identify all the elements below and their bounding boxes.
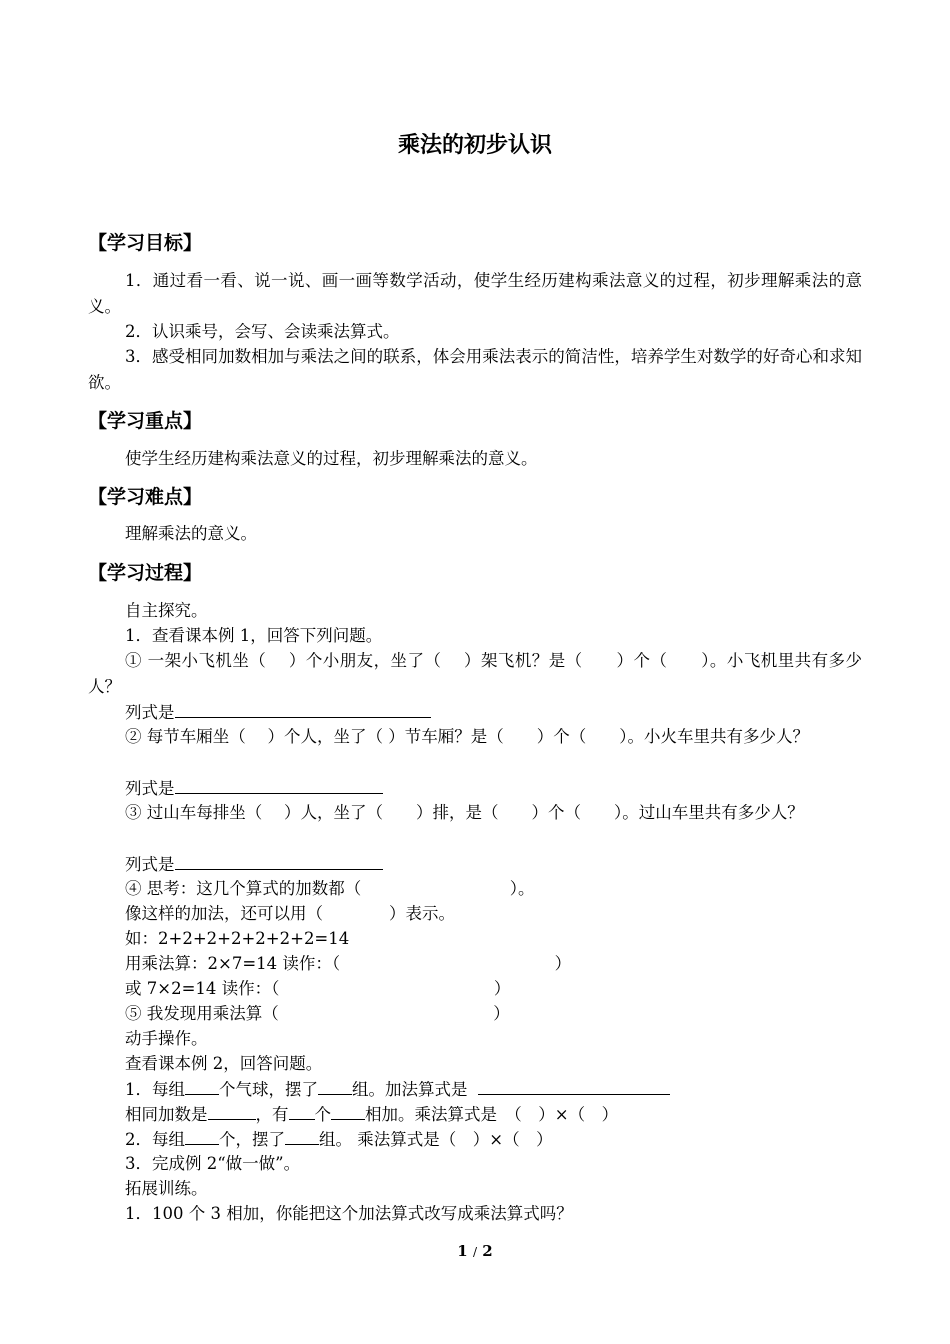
text-fragment: 组。加法算式是 (352, 1080, 468, 1099)
total-pages: 2 (482, 1242, 493, 1260)
text-fragment: 个，摆了 (219, 1130, 285, 1149)
question-1: 1．查看课本例 1，回答下列问题。 (125, 626, 383, 645)
question-1-item-5: ⑤ 我发现用乘法算（ ） (125, 1004, 510, 1023)
text-fragment: 个气球，摆了 (219, 1080, 318, 1099)
formula-label: 列式是 (125, 703, 175, 722)
answer-blank[interactable] (478, 1076, 670, 1095)
example-2-item-4: 3．完成例 2“做一做”。 (125, 1154, 301, 1173)
text-fragment: 相同加数是 (125, 1105, 208, 1124)
goal-item-1: 1．通过看一看、说一说、画一画等数学活动，使学生经历建构乘法意义的过程，初步理解乘法的意义。 (88, 271, 862, 316)
answer-blank[interactable] (208, 1101, 256, 1120)
example-2-item-1 (125, 1076, 670, 1102)
page-separator: / (472, 1245, 478, 1259)
current-page: 1 (457, 1242, 468, 1260)
difficulty-text: 理解乘法的意义。 (125, 524, 257, 543)
explore-label: 自主探究。 (125, 601, 208, 620)
answer-blank[interactable] (331, 1101, 365, 1120)
example-2-intro: 查看课本例 2，回答问题。 (125, 1054, 323, 1073)
text-fragment: 1．每组 (125, 1080, 185, 1099)
formula-line-1 (125, 699, 431, 725)
formula-line-3 (125, 851, 383, 877)
answer-blank[interactable] (318, 1076, 352, 1095)
question-1-item-4: ④ 思考：这几个算式的加数都（ ）。 (125, 879, 535, 898)
section-heading-process: 【学习过程】 (88, 562, 203, 584)
hands-on-label: 动手操作。 (125, 1029, 208, 1048)
focus-text: 使学生经历建构乘法意义的过程，初步理解乘法的意义。 (125, 449, 538, 468)
text-fragment: 2．每组 (125, 1130, 185, 1149)
extension-item-1: 1．100 个 3 相加，你能把这个加法算式改写成乘法算式吗？ (125, 1204, 573, 1223)
example-2-item-2 (125, 1101, 618, 1127)
page-title: 乘法的初步认识 (397, 133, 552, 158)
example-line: 如：2+2+2+2+2+2+2=14 (125, 929, 350, 948)
goal-item-2: 2．认识乘号，会写、会读乘法算式。 (125, 322, 400, 341)
section-heading-goals: 【学习目标】 (88, 232, 203, 254)
extension-label: 拓展训练。 (125, 1179, 208, 1198)
read-line-2: 或 7×2=14 读作：（ ） (125, 979, 511, 998)
text-fragment: 相加。乘法算式是 （ ）×（ ） (365, 1105, 619, 1124)
answer-blank[interactable] (289, 1101, 315, 1120)
section-heading-difficulty: 【学习难点】 (88, 486, 203, 508)
goal-item-3: 3．感受相同加数相加与乘法之间的联系，体会用乘法表示的简洁性，培养学生对数学的好奇心和求知欲。 (88, 347, 862, 392)
answer-blank[interactable] (175, 775, 383, 794)
alternative-line: 像这样的加法，还可以用（ ）表示。 (125, 904, 455, 923)
answer-blank[interactable] (185, 1126, 219, 1145)
question-1-item-2: ② 每节车厢坐（ ）个人，坐了（ ）节车厢？是（ ）个（ ）。小火车里共有多少人？ (125, 727, 809, 746)
example-2-item-3 (125, 1126, 553, 1152)
text-fragment: 组。 乘法算式是（ ）×（ ） (319, 1130, 553, 1149)
text-fragment: 个 (314, 1105, 331, 1124)
question-1-item-1: ① 一架小飞机坐（ ）个小朋友，坐了（ ）架飞机？是（ ）个（ ）。小飞机里共有多少人？ (88, 651, 862, 696)
section-heading-focus: 【学习重点】 (88, 410, 203, 432)
formula-label: 列式是 (125, 779, 175, 798)
text-fragment: ，有 (255, 1105, 289, 1124)
question-1-item-3: ③ 过山车每排坐（ ）人，坐了（ ）排，是（ ）个（ ）。过山车里共有多少人？ (125, 803, 804, 822)
answer-blank[interactable] (185, 1076, 219, 1095)
formula-label: 列式是 (125, 855, 175, 874)
answer-blank[interactable] (175, 851, 383, 870)
read-line-1: 用乘法算：2×7=14 读作：（ ） (125, 954, 572, 973)
page-number (0, 1242, 950, 1260)
answer-blank[interactable] (285, 1126, 319, 1145)
formula-line-2 (125, 775, 383, 801)
answer-blank[interactable] (175, 699, 431, 718)
